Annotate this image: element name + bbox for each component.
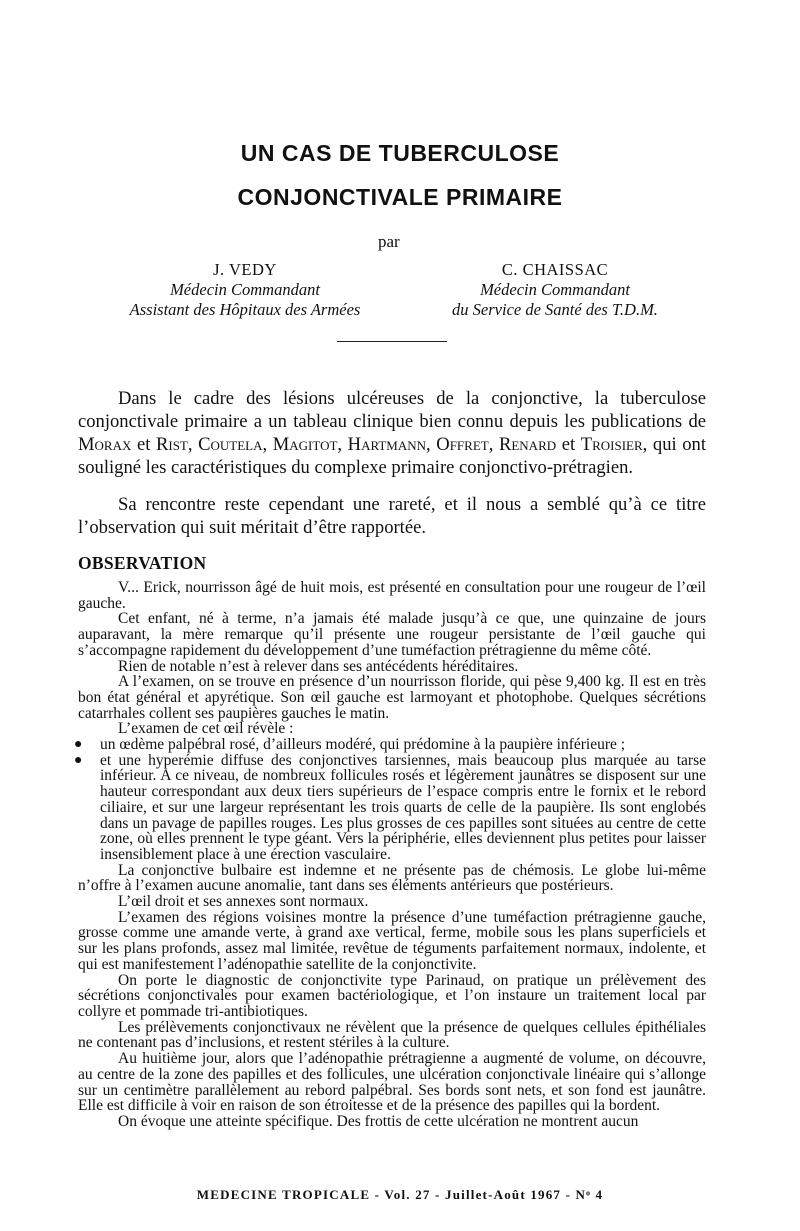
body-paragraph: V... Erick, nourrisson âgé de huit mois, est présenté en consultation pour une rougeur de l’œil gauche. xyxy=(78,579,706,612)
intro-p1-end: qui ont souligné les caractéristiques du complexe primaire conjonctivo-prétragien. xyxy=(78,434,707,478)
body-paragraph: A l’examen, on se trouve en présence d’un nourrisson floride, qui pèse 9,400 kg. Il est en très bon état général et apyrétique. Son œil gauche est larmoyant et photophobe. Quelques sécrétions catarrhales collent ses paupières gauches le matin. xyxy=(78,673,706,722)
title-line-2: CONJONCTIVALE PRIMAIRE xyxy=(237,184,563,210)
body-paragraph: On évoque une atteinte spécifique. Des frottis de cette ulcération ne montrent aucun xyxy=(118,1112,639,1130)
observation-body xyxy=(74,579,706,1130)
bullet-item-1 xyxy=(74,736,706,754)
intro-paragraph-1: Dans le cadre des lésions ulcéreuses de la conjonctive, la tuberculose conjonctivale primaire a un tableau clinique bien connu depuis les publications de Morax et Rist, Coutela, Magitot, Hartmann, Offret, Renard et Troisier, qui ont souligné les caractéristiques du complexe primaire conjonctivo-prétragien. xyxy=(78,388,707,478)
journal-footer: MEDECINE TROPICALE - Vol. 27 - Juillet-Août 1967 - Nᵒ 4 xyxy=(196,1187,604,1202)
author-2-role-line-1: Médecin Commandant xyxy=(480,280,630,299)
intro-p1-start: Dans le cadre des lésions ulcéreuses de la conjonctive, la tuberculose conjonctivale primaire a un tableau clinique bien connu depuis les publications de xyxy=(78,388,706,432)
body-paragraph: L’œil droit et ses annexes sont normaux. xyxy=(118,893,369,911)
author-1-role-line-1: Médecin Commandant xyxy=(170,280,320,299)
author-cited-offret: Offret xyxy=(436,434,489,455)
author-2-name: C. CHAISSAC xyxy=(501,260,609,279)
author-1-name: J. VEDY xyxy=(213,260,277,279)
author-1-role-line-2: Assistant des Hôpitaux des Armées xyxy=(129,300,361,319)
bullet-item-2 xyxy=(74,751,706,863)
body-paragraph: Cet enfant, né à terme, n’a jamais été malade jusqu’à ce que, une quinzaine de jours auparavant, la mère remarque qu’il présente une rougeur persistante de l’œil gauche qui s’accompagne rapidement du développement d’une tuméfaction prétragienne du même côté. xyxy=(78,610,706,659)
body-paragraph: On porte le diagnostic de conjonctivite type Parinaud, on pratique un prélèvement des sécrétions conjonctivales pour examen bactériologique, et l’on instaure un traitement local par collyre et pommade tri-antibiotiques. xyxy=(78,971,706,1020)
author-cited-morax: Morax xyxy=(78,434,132,455)
author-2-role-line-2: du Service de Santé des T.D.M. xyxy=(452,300,658,319)
author-2 xyxy=(425,260,685,320)
body-paragraph: Rien de notable n’est à relever dans ses antécédents héréditaires. xyxy=(118,657,519,675)
byline-par: par xyxy=(378,232,400,251)
body-paragraph: Au huitième jour, alors que l’adénopathie prétragienne a augmenté de volume, on découvre, au centre de la zone des papilles et des follicules, une ulcération conjonctivale linéaire qui s’allonge sur un centimètre parallèlement au rebord palpébral. Ses bords sont nets, et son fond est jaunâtre. Elle est difficile à voir en raison de son étroitesse et de la présence des papilles qui la bordent. xyxy=(78,1050,706,1115)
intro-paragraph-2: Sa rencontre reste cependant une rareté, et il nous a semblé qu’à ce titre l’observation qui suit méritait d’être rapportée. xyxy=(78,494,706,538)
bullet-dot-icon: ● xyxy=(74,737,83,753)
author-cited-hartmann: Hartmann xyxy=(347,434,427,455)
title-line-1: UN CAS DE TUBERCULOSE xyxy=(240,140,560,166)
author-1 xyxy=(100,260,390,320)
author-cited-magitot: Magitot xyxy=(272,434,338,455)
body-paragraph: La conjonctive bulbaire est indemne et ne présente pas de chémosis. Le globe lui-même n’offre à l’examen aucune anomalie, tant dans ses éléments antérieurs que postérieurs. xyxy=(78,861,706,895)
body-paragraph: L’examen de cet œil révèle : xyxy=(118,720,294,738)
body-paragraph: L’examen des régions voisines montre la présence d’une tuméfaction prétragienne gauche, grosse comme une amande verte, à grand axe vertical, ferme, mobile sous les plans superficiels et sur les plans profonds, assez mal limitée, revêtue de téguments parfaitement normaux, indolente, et qui est manifestement l’adénopathie satellite de la conjonctivite. xyxy=(78,908,706,973)
author-cited-renard: Renard xyxy=(498,434,557,455)
body-paragraph: Les prélèvements conjonctivaux ne révèlent que la présence de quelques cellules épithéliales ne contenant pas d’inclusions, et restent stériles à la culture. xyxy=(78,1018,706,1052)
author-cited-rist: Rist xyxy=(155,434,188,455)
title-separator xyxy=(337,341,447,342)
bullet-dot-icon: ● xyxy=(74,752,83,768)
bullet-item-2-text: et une hyperémie diffuse des conjonctives tarsiennes, mais beaucoup plus marquée au tarse inférieur. A ce niveau, de nombreux follicules rosés et légèrement jaunâtres se disposent sur une hauteur correspondant aux deux tiers supérieurs de l’espace compris entre le fornix et le rebord ciliaire, et sur une largeur représentant les trois quarts de celle de la paupière. Ils sont englobés dans un pavage de papilles rouges. Les plus grosses de ces papilles sont situées au centre de cette zone, où elles prennent le type géant. Vers la périphérie, elles deviennent plus petites pour laisser insensiblement place à une érection vasculaire. xyxy=(100,751,706,863)
section-heading-observation: OBSERVATION xyxy=(78,553,207,573)
bullet-item-1-text: un œdème palpébral rosé, d’ailleurs modéré, qui prédomine à la paupière inférieure ; xyxy=(100,736,626,754)
author-cited-troisier: Troisier xyxy=(580,434,643,455)
author-cited-coutela: Coutela xyxy=(198,434,263,455)
